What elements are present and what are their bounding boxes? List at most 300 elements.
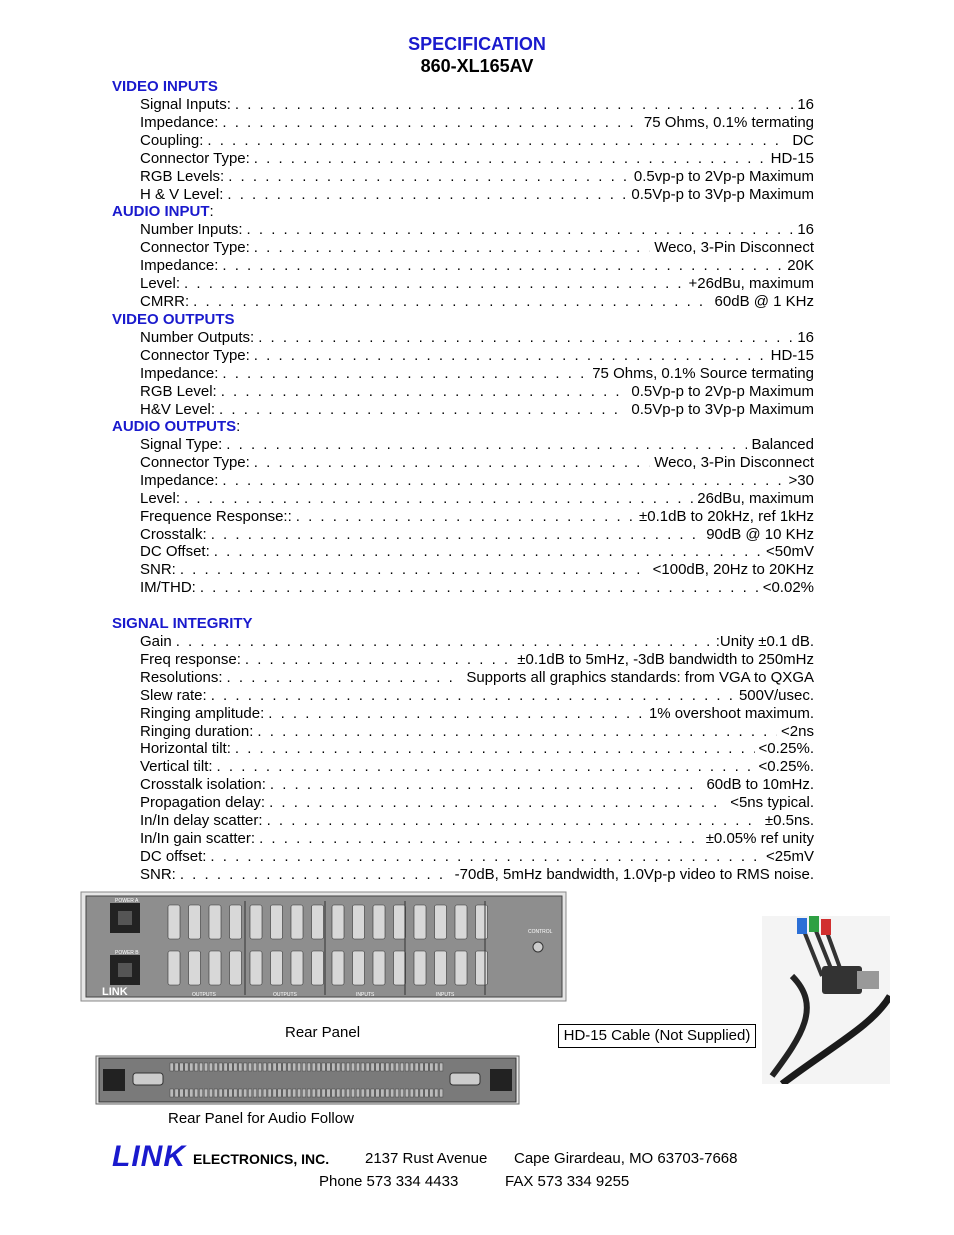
spec-label: Freq response: (140, 650, 241, 668)
power-b-label: POWER B (115, 950, 139, 956)
audio-terminal (248, 1063, 251, 1071)
spec-value: 90dB @ 10 KHz (706, 525, 814, 543)
audio-terminal (430, 1063, 433, 1071)
audio-terminal (342, 1089, 345, 1097)
spec-row (140, 168, 814, 186)
spec-row (140, 526, 814, 544)
hd15-connector (414, 951, 426, 985)
spec-label: Level: (140, 274, 181, 292)
dot-leader (226, 436, 747, 454)
audio-terminal (199, 1089, 202, 1097)
spec-label: Level: (140, 489, 181, 507)
spec-label: Propagation delay: (140, 794, 266, 812)
rear-panel-audio-image (95, 1055, 520, 1105)
spec-row (140, 150, 814, 168)
company-fax: FAX 573 334 9255 (505, 1173, 630, 1190)
audio-terminal (332, 1063, 335, 1071)
audio-terminal (366, 1063, 369, 1071)
audio-terminal (337, 1063, 340, 1071)
dot-leader (228, 168, 630, 186)
spec-row (140, 490, 814, 508)
hd15-connector (353, 951, 365, 985)
spec-label: Ringing duration: (140, 722, 254, 740)
spec-label: H&V Level: (140, 400, 216, 418)
audio-terminal (410, 1063, 413, 1071)
spec-row (140, 830, 814, 848)
audio-terminal (268, 1089, 271, 1097)
audio-terminal (175, 1063, 178, 1071)
audio-terminal (244, 1089, 247, 1097)
spec-value: <100dB, 20Hz to 20KHz (652, 561, 814, 579)
dot-leader (211, 687, 735, 705)
spec-label: Number Inputs: (140, 221, 243, 238)
hd15-connector (435, 951, 447, 985)
spec-label: DC offset: (140, 847, 207, 865)
spec-row (140, 293, 814, 311)
dot-leader (217, 758, 755, 776)
hd15-connector (230, 905, 242, 939)
audio-terminal (346, 1089, 349, 1097)
hd15-connector (291, 951, 303, 985)
power-a-label: POWER A (115, 898, 139, 904)
spec-value: 0.5Vp-p to 3Vp-p Maximum (631, 400, 814, 418)
audio-terminal (283, 1063, 286, 1071)
audio-terminal (209, 1063, 212, 1071)
spec-row (140, 776, 814, 794)
section-heading-text: AUDIO OUTPUTS (112, 418, 237, 435)
spec-value: 16 (797, 329, 814, 346)
audio-terminal (420, 1089, 423, 1097)
rear-panel-image (80, 891, 567, 1002)
audio-terminal (366, 1089, 369, 1097)
audio-terminal (440, 1063, 443, 1071)
audio-terminal (400, 1063, 403, 1071)
hd15-connector (209, 905, 221, 939)
hd15-connector (250, 951, 262, 985)
audio-terminal (386, 1089, 389, 1097)
spec-value: 0.5Vp-p to 2Vp-p Maximum (631, 382, 814, 400)
spec-row (140, 633, 814, 651)
section-heading (112, 418, 240, 435)
spec-value: <50mV (766, 543, 814, 561)
audio-terminal (430, 1089, 433, 1097)
spec-label: Crosstalk: (140, 525, 207, 543)
audio-terminal (400, 1089, 403, 1097)
dot-leader (193, 293, 710, 311)
inputs-label-1: INPUTS (356, 992, 375, 998)
spec-label: Coupling: (140, 131, 204, 149)
spec-value: Supports all graphics standards: from VGA to QXGA (466, 668, 814, 686)
audio-terminal (239, 1063, 242, 1071)
audio-terminal (229, 1089, 232, 1097)
dot-leader (235, 740, 755, 758)
hd15-connector (271, 905, 283, 939)
audio-terminal (342, 1063, 345, 1071)
audio-terminal (278, 1089, 281, 1097)
audio-terminal (234, 1063, 237, 1071)
spec-value: >30 (788, 471, 814, 489)
spec-label: RGB Levels: (140, 167, 225, 185)
spec-row (140, 561, 814, 579)
spec-row (140, 723, 814, 741)
hd15-connector (435, 905, 447, 939)
spec-value: 500V/usec. (738, 686, 814, 704)
spec-row (140, 866, 814, 884)
hd15-connector (312, 905, 324, 939)
audio-terminal (214, 1063, 217, 1071)
spec-label: Signal Inputs: (140, 96, 231, 113)
spec-value: 16 (797, 221, 814, 238)
audio-terminal (175, 1089, 178, 1097)
section-heading (112, 311, 235, 328)
hd15-connector (394, 905, 406, 939)
hd15-connector (455, 905, 467, 939)
audio-terminal (361, 1063, 364, 1071)
outputs-label-1: OUTPUTS (192, 992, 216, 998)
hd15-connector (476, 951, 488, 985)
audio-terminal (415, 1063, 418, 1071)
audio-terminal (219, 1063, 222, 1071)
outputs-label-2: OUTPUTS (273, 992, 297, 998)
dot-leader (254, 454, 650, 472)
spec-row (140, 758, 814, 776)
dot-leader (207, 132, 788, 150)
audio-terminal (346, 1063, 349, 1071)
audio-terminal (180, 1063, 183, 1071)
spec-label: SNR: (140, 561, 176, 579)
spec-label: Frequence Response:: (140, 507, 292, 525)
spec-row (140, 365, 814, 383)
spec-label: Connector Type: (140, 238, 250, 256)
spec-value: <5ns typical. (730, 794, 814, 812)
spec-value: 16 (797, 96, 814, 113)
audio-terminal (190, 1063, 193, 1071)
audio-terminal (195, 1063, 198, 1071)
audio-terminal (224, 1089, 227, 1097)
spec-label: Resolutions: (140, 668, 223, 686)
section-heading-colon: : (209, 203, 214, 220)
spec-label: SNR: (140, 865, 176, 883)
spec-row (140, 687, 814, 705)
spec-row (140, 794, 814, 812)
company-city: Cape Girardeau, MO 63703-7668 (514, 1150, 738, 1167)
spec-value: Weco, 3-Pin Disconnect (654, 238, 814, 256)
spec-value: 1% overshoot maximum. (648, 704, 814, 722)
audio-terminal (170, 1063, 173, 1071)
spec-value: <0.02% (762, 579, 814, 597)
spec-row (140, 347, 814, 365)
spec-label: DC Offset: (140, 543, 210, 561)
hd15-connector (168, 905, 180, 939)
spec-value: 0.5vp-p to 2Vp-p Maximum (633, 167, 814, 185)
dot-leader (210, 848, 762, 866)
spec-value: ±0.05% ref unity (705, 829, 814, 847)
audio-terminal (351, 1063, 354, 1071)
dot-leader (270, 776, 703, 794)
dot-leader (254, 239, 650, 257)
spec-label: In/In delay scatter: (140, 812, 263, 829)
audio-terminal (229, 1063, 232, 1071)
audio-terminal (317, 1089, 320, 1097)
cable-photo (762, 916, 890, 1084)
audio-terminal (263, 1089, 266, 1097)
audio-terminal (180, 1089, 183, 1097)
audio-terminal (302, 1089, 305, 1097)
spec-value: <2ns (781, 722, 814, 740)
audio-terminal (395, 1089, 398, 1097)
control-label: CONTROL (528, 929, 553, 935)
spec-label: H & V Level: (140, 185, 224, 203)
spec-value: 26dBu, maximum (697, 489, 814, 507)
audio-terminal (391, 1063, 394, 1071)
hd15-connector (455, 951, 467, 985)
audio-terminal (283, 1089, 286, 1097)
hd15-connector (271, 951, 283, 985)
spec-label: Slew rate: (140, 686, 207, 704)
spec-value: 20K (787, 256, 814, 274)
spec-value: -70dB, 5mHz bandwidth, 1.0Vp-p video to RMS noise. (454, 865, 814, 883)
hd15-connector (291, 905, 303, 939)
spec-label: Number Outputs: (140, 329, 255, 346)
dot-leader (247, 221, 794, 239)
spec-row (140, 383, 814, 401)
spec-value: DC (792, 131, 814, 149)
spec-label: Crosstalk isolation: (140, 776, 266, 794)
audio-terminal (199, 1063, 202, 1071)
spec-row (140, 257, 814, 275)
spec-row (140, 221, 814, 239)
audio-terminal (297, 1063, 300, 1071)
audio-terminal (405, 1063, 408, 1071)
audio-terminal (425, 1063, 428, 1071)
spec-row (140, 401, 814, 419)
dot-leader (221, 383, 628, 401)
audio-terminal (435, 1089, 438, 1097)
spec-label: Connector Type: (140, 453, 250, 471)
audio-terminal (204, 1089, 207, 1097)
section-heading-text: VIDEO OUTPUTS (112, 311, 235, 328)
audio-terminal (386, 1063, 389, 1071)
audio-terminal (312, 1063, 315, 1071)
spec-label: Impedance: (140, 471, 219, 489)
spec-row (140, 812, 814, 830)
spec-row (140, 436, 814, 454)
section-heading-text: SIGNAL INTEGRITY (112, 615, 253, 632)
spec-label: Impedance: (140, 364, 219, 382)
audio-terminal (356, 1089, 359, 1097)
audio-terminal (268, 1063, 271, 1071)
audio-terminal (351, 1089, 354, 1097)
spec-row (140, 454, 814, 472)
spec-label: RGB Level: (140, 382, 217, 400)
hd15-connector (332, 951, 344, 985)
audio-terminal (209, 1089, 212, 1097)
dot-leader (267, 812, 761, 830)
spec-value: <0.25%. (758, 740, 814, 758)
spec-value: ±0.5ns. (764, 812, 814, 829)
spec-value: Weco, 3-Pin Disconnect (654, 453, 814, 471)
audio-terminal (253, 1089, 256, 1097)
spec-value: <25mV (766, 847, 814, 865)
hd15-connector (414, 905, 426, 939)
hd15-connector (250, 905, 262, 939)
audio-terminal (361, 1089, 364, 1097)
spec-row (140, 472, 814, 490)
hd15-connector (189, 905, 201, 939)
spec-label: Ringing amplitude: (140, 704, 265, 722)
audio-terminal (170, 1089, 173, 1097)
hd15-connector (373, 951, 385, 985)
dot-leader (258, 329, 793, 347)
spec-label: Impedance: (140, 256, 219, 274)
audio-terminal (332, 1089, 335, 1097)
spec-value: ±0.1dB to 5mHz, -3dB bandwidth to 250mHz (517, 650, 814, 668)
spec-value: HD-15 (770, 149, 814, 167)
audio-terminal (371, 1089, 374, 1097)
spec-row (140, 239, 814, 257)
audio-terminal (322, 1089, 325, 1097)
dot-leader (254, 347, 767, 365)
audio-terminal (356, 1063, 359, 1071)
audio-terminal (278, 1063, 281, 1071)
audio-terminal (258, 1089, 261, 1097)
section-heading-text: AUDIO INPUT (112, 203, 210, 220)
hd15-connector (312, 951, 324, 985)
audio-terminal (395, 1063, 398, 1071)
dot-leader (211, 526, 703, 544)
audio-terminal (297, 1089, 300, 1097)
spec-row (140, 329, 814, 347)
dot-leader (184, 490, 693, 508)
dot-leader (254, 150, 767, 168)
spec-label: Connector Type: (140, 346, 250, 364)
company-phone: Phone 573 334 4433 (319, 1173, 459, 1190)
audio-terminal (263, 1063, 266, 1071)
audio-terminal (248, 1089, 251, 1097)
hd15-connector (373, 905, 385, 939)
model-number: 860-XL165AV (420, 56, 534, 76)
spec-label: Vertical tilt: (140, 758, 213, 776)
audio-terminal (234, 1089, 237, 1097)
dot-leader (257, 723, 777, 741)
hd15-connector (394, 951, 406, 985)
spec-row (140, 186, 814, 204)
rear-panel-audio-caption: Rear Panel for Audio Follow (168, 1110, 354, 1127)
audio-terminal (337, 1089, 340, 1097)
spec-row (140, 275, 814, 293)
spec-label: Gain (140, 633, 172, 650)
dot-leader (176, 633, 712, 651)
spec-row (140, 132, 814, 150)
dot-leader (268, 705, 645, 723)
spec-value: 60dB @ 1 KHz (714, 292, 814, 310)
hd15-connector (189, 951, 201, 985)
audio-terminal (239, 1089, 242, 1097)
section-heading-colon: : (236, 418, 241, 435)
rear-panel-caption: Rear Panel (285, 1024, 361, 1041)
audio-terminal (302, 1063, 305, 1071)
audio-terminal (258, 1063, 261, 1071)
audio-terminal (371, 1063, 374, 1071)
audio-terminal (244, 1063, 247, 1071)
audio-terminal (224, 1063, 227, 1071)
dot-leader (259, 830, 702, 848)
page-title: SPECIFICATION (408, 34, 546, 54)
spec-value: 60dB to 10mHz. (706, 776, 814, 794)
audio-terminal (312, 1089, 315, 1097)
panel-logo: LINK (102, 986, 128, 998)
dot-leader (296, 508, 635, 526)
audio-terminal (288, 1063, 291, 1071)
audio-terminal (307, 1089, 310, 1097)
dot-leader (222, 365, 588, 383)
audio-terminal (410, 1089, 413, 1097)
audio-terminal (317, 1063, 320, 1071)
spec-value: 75 Ohms, 0.1% Source termating (592, 364, 814, 382)
audio-terminal (204, 1063, 207, 1071)
audio-terminal (214, 1089, 217, 1097)
hd15-connector (476, 905, 488, 939)
spec-value: 0.5Vp-p to 3Vp-p Maximum (631, 185, 814, 203)
spec-row (140, 740, 814, 758)
audio-terminal (435, 1063, 438, 1071)
dot-leader (235, 96, 793, 114)
spec-label: Signal Type: (140, 436, 223, 453)
audio-terminal (425, 1089, 428, 1097)
spec-label: CMRR: (140, 292, 190, 310)
cable-caption: HD-15 Cable (Not Supplied) (563, 1027, 751, 1044)
audio-terminal (327, 1089, 330, 1097)
audio-terminal (307, 1063, 310, 1071)
dot-leader (269, 794, 726, 812)
spec-label: IM/THD: (140, 579, 196, 597)
spec-row (140, 114, 814, 132)
company-address: 2137 Rust Avenue (365, 1150, 488, 1167)
spec-value: <0.25%. (758, 758, 814, 776)
dot-leader (222, 114, 640, 132)
hd15-connector (353, 905, 365, 939)
hd15-connector (332, 905, 344, 939)
spec-label: Connector Type: (140, 149, 250, 167)
spec-row (140, 579, 814, 597)
audio-terminal (381, 1063, 384, 1071)
dot-leader (184, 275, 684, 293)
audio-terminal (376, 1063, 379, 1071)
audio-terminal (381, 1089, 384, 1097)
audio-terminal (322, 1063, 325, 1071)
company-name: ELECTRONICS, INC. (193, 1151, 330, 1167)
section-heading (112, 203, 214, 220)
dot-leader (245, 651, 513, 669)
spec-value: :Unity ±0.1 dB. (715, 633, 814, 650)
spec-label: Horizontal tilt: (140, 740, 231, 758)
spec-value: HD-15 (770, 346, 814, 364)
hd15-connector (209, 951, 221, 985)
audio-terminal (195, 1089, 198, 1097)
dot-leader (222, 472, 784, 490)
section-heading (112, 78, 218, 95)
audio-terminal (273, 1063, 276, 1071)
audio-terminal (376, 1089, 379, 1097)
spec-row (140, 543, 814, 561)
spec-label: In/In gain scatter: (140, 829, 256, 847)
dot-leader (227, 186, 627, 204)
dot-leader (200, 579, 759, 597)
dot-leader (214, 543, 762, 561)
cable-caption-box (558, 1024, 756, 1048)
link-logo: LINK (112, 1140, 186, 1173)
spec-value: ±0.1dB to 20kHz, ref 1kHz (639, 507, 814, 525)
